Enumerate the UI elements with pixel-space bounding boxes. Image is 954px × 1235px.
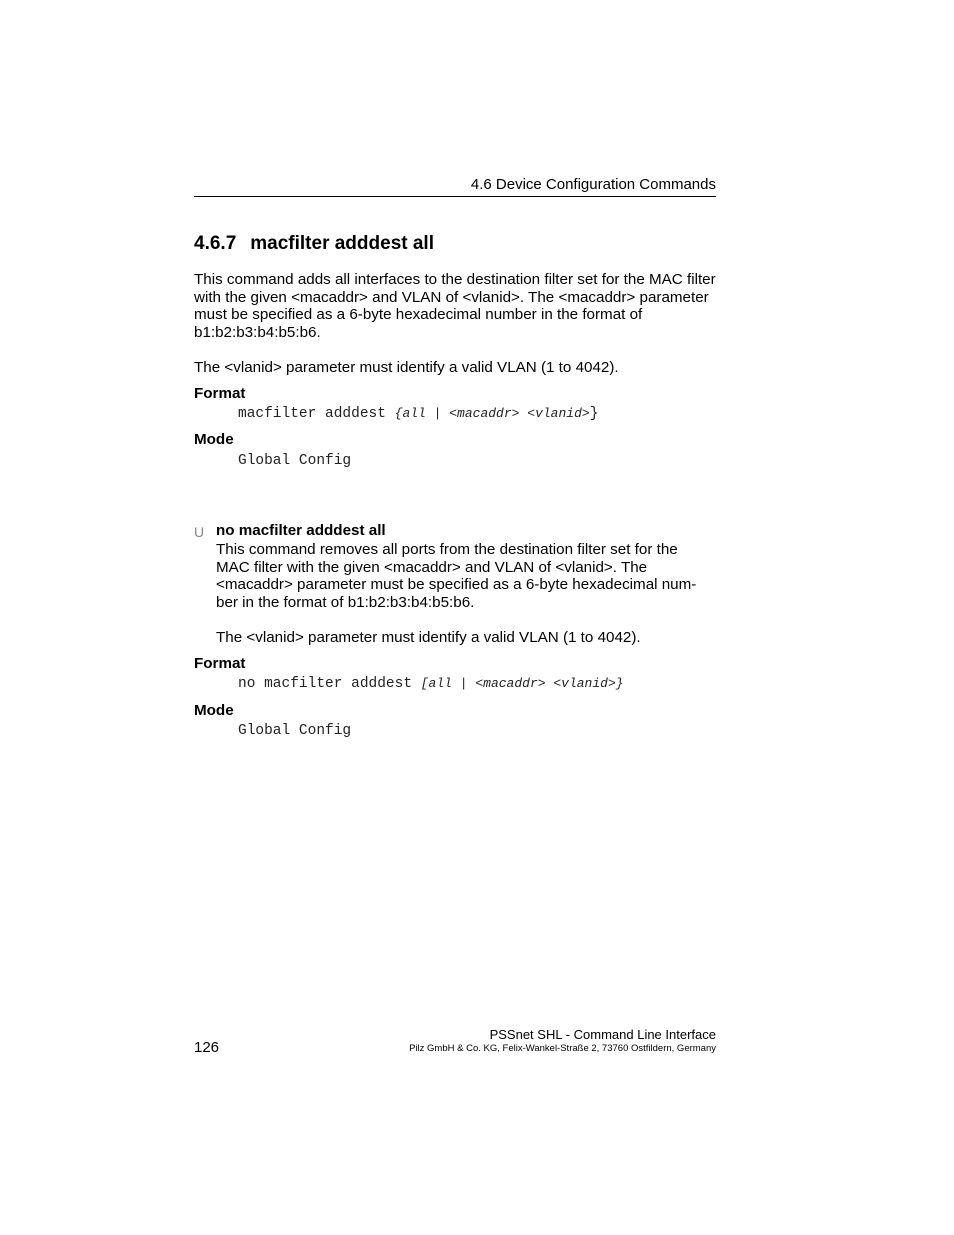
section-intro (194, 271, 716, 341)
format-args: {all | <macaddr> <vlanid> (394, 406, 590, 421)
sub-bullet: U (194, 524, 205, 540)
sub-format-cmd: no macfilter adddest (238, 676, 421, 692)
format-command (238, 406, 598, 422)
header-divider (194, 196, 716, 197)
sub-format-label: Format (194, 655, 246, 672)
intro-line: This command adds all interfaces to the destination filter set for the MAC filter (194, 271, 716, 288)
footer-doc-title: PSSnet SHL - Command Line Interface (489, 1027, 716, 1042)
intro-line: with the given <macaddr> and VLAN of <vlanid>. The <macaddr> parameter (194, 288, 709, 306)
section-title: macfilter adddest all (250, 233, 434, 254)
format-label: Format (194, 385, 246, 402)
sub-mode-label: Mode (194, 702, 234, 719)
format-close: } (589, 406, 599, 422)
intro-line: must be specified as a 6-byte hexadecimal number in the format of (194, 306, 643, 324)
desc-line: MAC filter with the given <macaddr> and VLAN of <vlanid>. The (216, 558, 648, 576)
desc-line: This command removes all ports from the destination filter set for the (216, 541, 678, 558)
sub-vlan-note-text: The <vlanid> parameter must identify a valid VLAN (1 to 4042). (216, 629, 641, 646)
section-heading (194, 233, 434, 255)
subsection-title: no macfilter adddest all (216, 522, 386, 539)
intro-line: b1:b2:b3:b4:b5:b6. (194, 323, 321, 341)
format-cmd: macfilter adddest (238, 406, 395, 422)
footer-address: Pilz GmbH & Co. KG, Felix-Wankel-Straße 2, 73760 Ostfildern, Germany (409, 1043, 716, 1054)
running-header: 4.6 Device Configuration Commands (470, 176, 716, 193)
subsection-desc (216, 541, 696, 611)
sub-mode-value: Global Config (238, 723, 352, 739)
desc-line: <macaddr> parameter must be specified as a 6-byte hexadecimal num- (216, 576, 697, 594)
sub-format-args: [all | <macaddr> <vlanid>} (420, 676, 624, 691)
sub-vlan-note (216, 629, 641, 647)
vlan-note-text: The <vlanid> parameter must identify a valid VLAN (1 to 4042). (194, 359, 619, 376)
desc-line: ber in the format of b1:b2:b3:b4:b5:b6. (216, 593, 475, 611)
section-number: 4.6.7 (194, 233, 237, 254)
mode-label: Mode (194, 431, 234, 448)
sub-format-command (238, 676, 624, 692)
mode-value: Global Config (238, 453, 352, 469)
vlan-note (194, 359, 619, 377)
page-number: 126 (194, 1039, 220, 1056)
